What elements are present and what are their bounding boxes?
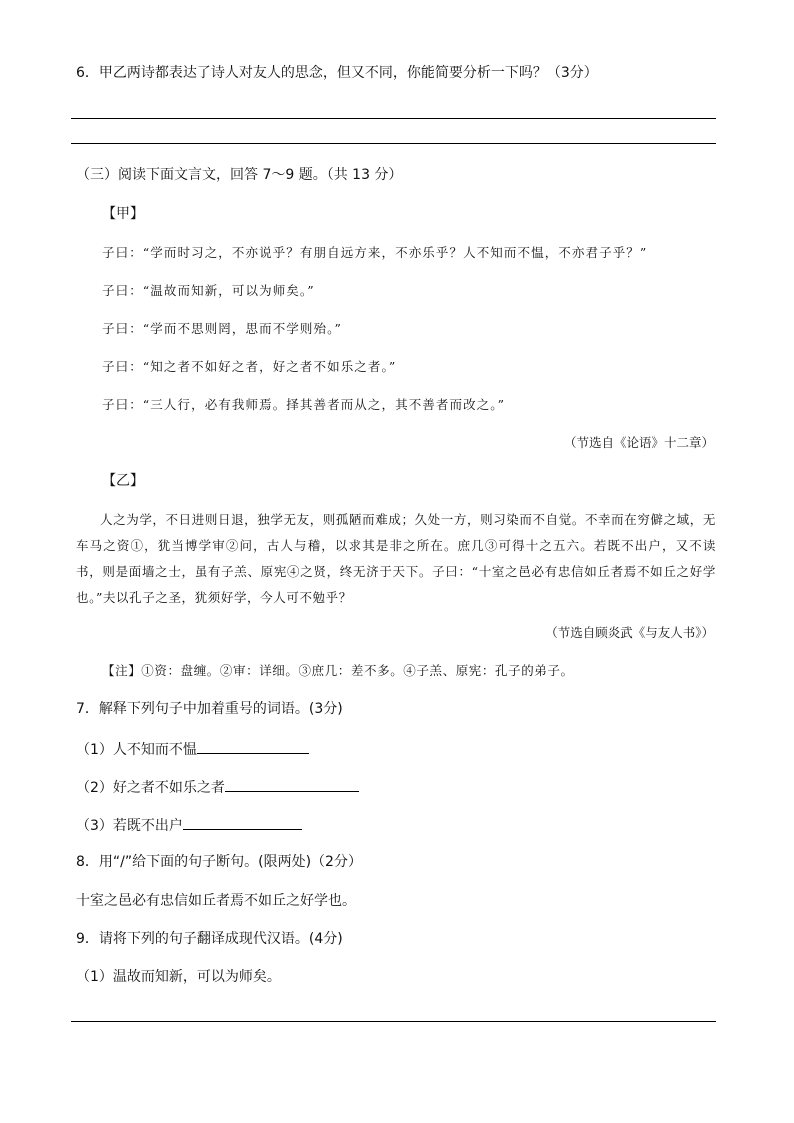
answer-line[interactable] <box>71 1021 716 1022</box>
answer-blank[interactable] <box>197 739 309 754</box>
answer-line <box>71 143 716 144</box>
passage-jia-line: 子曰：“学而时习之，不亦说乎？有朋自远方来，不亦乐乎？人不知而不愠，不亦君子乎？” <box>102 245 648 260</box>
question-7: 7．解释下列句子中加着重号的词语。(3分) <box>76 701 343 717</box>
question-7-item <box>76 815 302 835</box>
passage-jia-label: 【甲】 <box>102 206 144 222</box>
answer-blank[interactable] <box>225 777 359 792</box>
passage-yi-label: 【乙】 <box>102 473 144 489</box>
answer-blank[interactable] <box>183 815 302 830</box>
passage-yi-source: （节选自顾炎武《与友人书》） <box>545 625 714 640</box>
question-8: 8．用“/”给下面的句子断句。(限两处)（2分） <box>76 854 362 870</box>
question-7-item-text: （2）好之者不如乐之者 <box>76 780 225 796</box>
question-7-item-text: （3）若既不出户 <box>76 818 183 834</box>
passage-jia-line: 子曰：“三人行，必有我师焉。择其善者而从之，其不善者而改之。” <box>102 397 506 412</box>
passage-jia-line: 子曰：“学而不思则罔，思而不学则殆。” <box>102 321 342 336</box>
section-heading: （三）阅读下面文言文，回答 7～9 题。（共 13 分） <box>76 167 403 183</box>
question-9: 9．请将下列的句子翻译成现代汉语。(4分) <box>76 931 343 947</box>
question-8-sentence: 十室之邑必有忠信如丘者焉不如丘之好学也。 <box>76 893 356 909</box>
passage-jia-line: 子曰：“知之者不如好之者，好之者不如乐之者。” <box>102 359 397 374</box>
passage-yi-text: 人之为学，不日进则日退，独学无友，则孤陋而难成；久处一方，则习染而不自觉。不幸而在穷僻之域，无车马之资①，犹当博学审②问，古人与稽，以求其是非之所在。庶几③可得十之五六。若既不出户，又不读书，则是面墙之士，虽有子羔、原宪④之贤，终无济于天下。子曰：“十室之邑必有忠信如丘者焉不如丘之好学也。”夫以孔子之圣，犹须好学，今人可不勉乎？ <box>76 512 716 605</box>
passage-jia-line: 子曰：“温故而知新，可以为师矣。” <box>102 283 315 298</box>
question-7-item <box>76 777 359 797</box>
passage-jia-source: （节选自《论语》十二章） <box>563 435 714 450</box>
question-7-item-text: （1）人不知而不愠 <box>76 742 197 758</box>
question-7-item <box>76 739 309 759</box>
question-6: 6．甲乙两诗都表达了诗人对友人的思念，但又不同，你能简要分析一下吗？（3分） <box>76 65 598 81</box>
answer-line <box>71 118 716 119</box>
question-9-item: （1）温故而知新，可以为师矣。 <box>76 969 281 985</box>
annotation-notes: 【注】①资：盘缠。②审：详细。③庶几：差不多。④子羔、原宪：孔子的弟子。 <box>102 663 574 678</box>
